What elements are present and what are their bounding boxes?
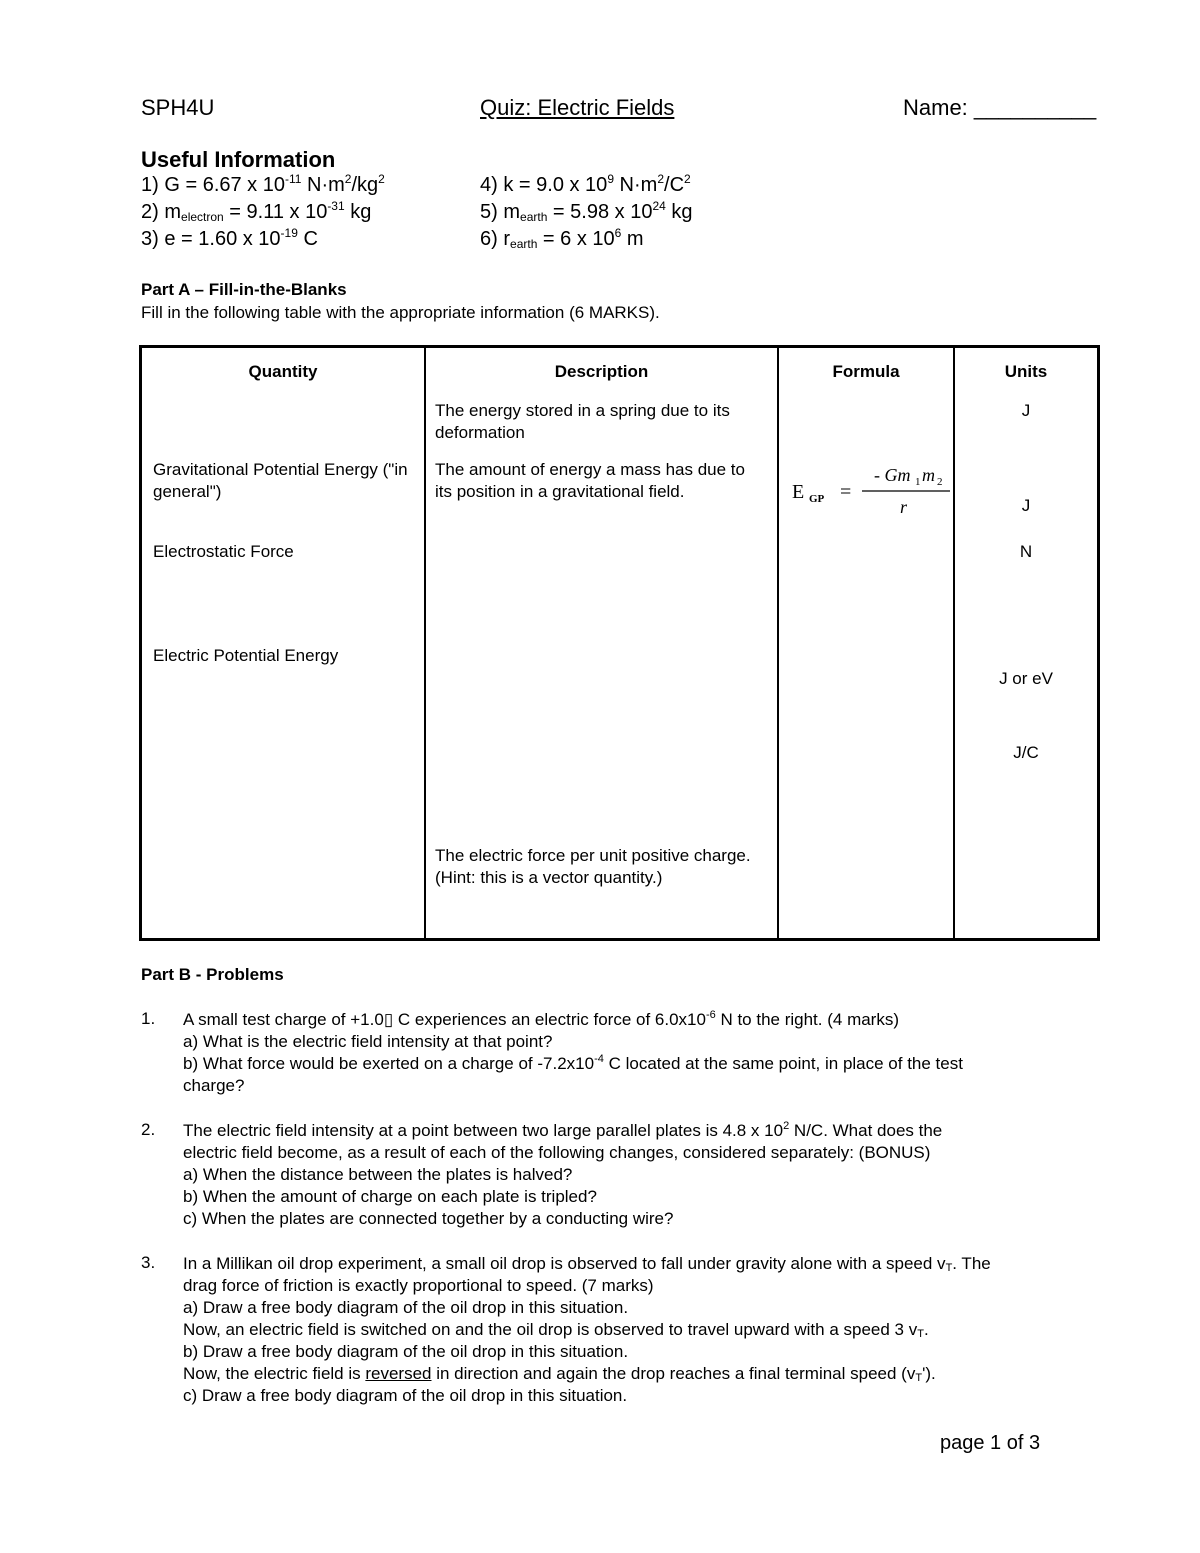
info-item: 6) $r_{earth} = 6$ x $10^6$ m — [480, 226, 644, 251]
part-a-instructions: Fill in the following table with the appropriate information (6 MARKS). — [141, 303, 660, 322]
quiz-title: Quiz: Electric Fields — [480, 95, 675, 120]
units-cell: J/C — [1013, 743, 1039, 762]
svg-text:1: 1 — [915, 476, 921, 488]
fill-in-table — [139, 345, 1100, 941]
svg-text:r: r — [900, 497, 908, 517]
description-cell: The energy stored in a spring due to its deformation — [435, 401, 730, 442]
question-number: 2. — [141, 1120, 156, 1139]
units-cell: J — [1021, 496, 1031, 515]
useful-info-title: Useful Information — [141, 147, 336, 172]
column-header-formula: Formula — [832, 362, 900, 381]
column-divider — [777, 348, 779, 938]
info-item: 4) k = 9.0 x $10^9$ $N\cdot m^2/C^2$ — [480, 172, 691, 196]
description-cell: The electric force per unit positive charge. (Hint: this is a vector quantity.) — [435, 846, 751, 887]
column-header-quantity: Quantity — [248, 362, 318, 381]
name-field: Name: __________ — [903, 95, 1097, 120]
column-header-units: Units — [1004, 362, 1048, 381]
units-cell: J — [1021, 401, 1031, 420]
part-b-title: Part B - Problems — [141, 965, 284, 984]
question-3: In a Millikan oil drop experiment, a small oil drop is observed to fall under gravity alone with a speed $v_T$. The drag force of friction is exactly proportional to speed. (7 marks) a) Draw a free body diagram of the oil drop in this situation. Now, an electric field is switched on and the oil drop is observed to travel upward with a speed 3 $v_T$. b) Draw a free body diagram of the oil drop in this situation. Now, the electric field is reversed in direction and again the drop reaches a final terminal speed $(v_T')$. c) Draw a free body diagram of the oil drop in this situation. — [183, 1254, 991, 1405]
info-item: 2) $m_{electron} = 9.11$ x $10^{-31}$ kg — [141, 199, 372, 224]
info-item: 5) $m_{earth} = 5.98$ x $10^{24}$ kg — [480, 199, 693, 224]
quantity-cell: Electric Potential Energy — [153, 646, 339, 665]
question-number: 3. — [141, 1253, 156, 1272]
svg-text:m: m — [922, 465, 935, 485]
column-header-description: Description — [554, 362, 649, 381]
part-a-title: Part A – Fill-in-the-Blanks — [141, 280, 347, 299]
svg-text:- Gm: - Gm — [874, 465, 911, 485]
course-code: SPH4U — [141, 95, 215, 120]
question-1: A small test charge of +1.0▯ C experiences an electric force of $6.0x10^{-6}$ N to the right. (4 marks) a) What is the electric field intensity at that point? b) What force would be exerted on a charge of $-7.2x10^{-4}$ C located at the same point, in place of the test charge? — [183, 1009, 963, 1095]
question-2: The electric field intensity at a point between two large parallel plates is 4.8 x $10^2$ N/C. What does the electric field become, as a result of each of the following changes, considered separately: (BONUS) a) When the distance between the plates is halved? b) When the amount of charge on each plate is tripled? c) When the plates are connected together by a conducting wire? — [183, 1120, 943, 1228]
page-number: page 1 of 3 — [940, 1432, 1041, 1454]
quantity-cell: Electrostatic Force — [153, 542, 294, 561]
units-cell: N — [1019, 542, 1033, 561]
quantity-cell: Gravitational Potential Energy ("in general") — [153, 460, 408, 501]
info-item: 3) e = 1.60 x $10^{-19}$ C — [141, 226, 318, 250]
svg-text:GP: GP — [809, 493, 825, 505]
question-number: 1. — [141, 1009, 156, 1028]
svg-text:E: E — [792, 481, 805, 503]
svg-text:=: = — [840, 481, 852, 503]
column-divider — [424, 348, 426, 938]
description-cell: The amount of energy a mass has due to its position in a gravitational field. — [435, 460, 745, 501]
mu-symbol: ▯ — [383, 1010, 394, 1029]
gravitational-potential-energy-formula — [792, 458, 952, 518]
units-cell: J or eV — [999, 669, 1053, 688]
info-item: 1) G = 6.67 x $10^{-11}$ $N\cdot m^2/kg^2$ — [141, 172, 385, 196]
column-divider — [953, 348, 955, 938]
svg-text:2: 2 — [937, 476, 943, 488]
